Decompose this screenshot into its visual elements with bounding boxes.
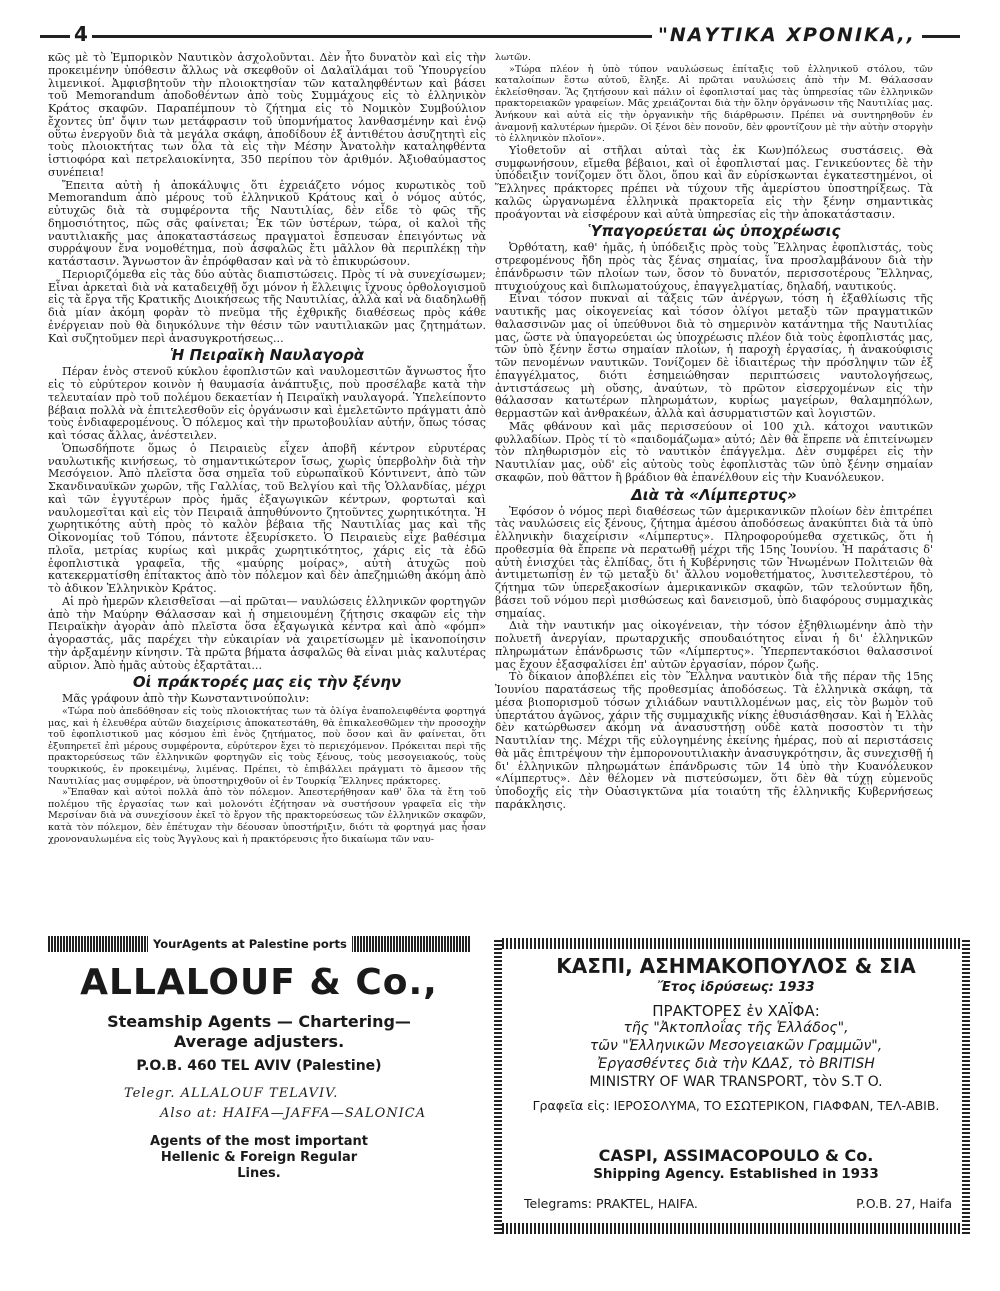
advertisement-caspi <box>494 938 970 1234</box>
section-heading-obligation: Ὑπαγορεύεται ὡς ὑποχρέωσις <box>587 222 841 241</box>
ad-address: P.O.B. 460 TEL AVIV (Palestine) <box>136 1058 382 1074</box>
article-paragraph: Υἱοθετοῦν αἱ στῆλαι αὐταὶ τὰς ἐκ Κων)πόλεως συστάσεις. Θὰ συμφωνήσουν, εἴμεθα βέβαιοι, καὶ οἱ ἐφοπλισταί μας. Γενικεύοντες δὲ τὴν ὑπόδειξιν τονίζομεν ὅτι ὅλοι, ὅπου καὶ ἂν εὑρίσκωνται ἐγκατεστημένοι, οἱ Ἕλληνες πράκτορες πρέπει νὰ τύχουν τῆς ἀμερίστου ὑποστηρίξεως. Τὰ καλῶς ὠργανωμένα ἑλληνικὰ πρακτορεῖα εἰς τὴν ξένην σημαντικὰς προάγονται νὰ εἰσφέρουν καὶ αὐτὰ ὑπηρεσίας εἰς τὴν ἀποκατάστασιν. <box>495 143 933 221</box>
ad-telegr: Telegr. ALLALOUF TELAVIV. <box>124 1086 339 1101</box>
ad-company-latin: CASPI, ASSIMACOPOULO & Co. <box>598 1146 874 1165</box>
ad-border-top <box>502 938 970 949</box>
ad-line: Ἐργασθέντες διὰ τὴν ΚΔΑΣ, τὸ BRITISH <box>597 1056 875 1072</box>
section-heading-liberty: Διὰ τὰ «Λίμπερτυς» <box>631 485 797 504</box>
page-number: 4 <box>74 22 88 46</box>
article-paragraph: Ἐφόσον ὁ νόμος περὶ διαθέσεως τῶν ἀμερικανικῶν πλοίων δὲν ἐπιτρέπει τὰς ναυλώσεις εἰς ξένους, ζήτημα ἀμέσου ἀποδόσεως ἀνακύπτει διὰ τὰ ὑπὸ ἑλληνικὴν διαχείρισιν «Λίμπερτυς». Πληροφορούμεθα σχετικῶς, ὅτι ἡ προθεσμία θὰ ἔπρεπε νὰ περατωθῇ μέχρι τῆς 15ης Ἰουνίου. Ἡ παράτασις δ' αὐτὴ ἐνισχύει τὰς ἐλπίδας, ὅτι ἡ Κυβέρνησις τῶν Ἡνωμένων Πολιτειῶν θὰ ἀντιμετωπίσῃ ἐν τῷ μεταξὺ δι' ἄλλου νομοθετήματος, λυσιτελεστέρου, τὸ ζήτημα τῶν ὑπερεξακοσίων ἀμερικανικῶν σκαφῶν, τῶν τελούντων ἤδη, βάσει τοῦ νόμου περὶ μισθώσεως καὶ δανεισμοῦ, ὑπὸ διαφόρους συμμαχικὰς σημαίας. <box>495 504 933 620</box>
ad-latin-sub: Shipping Agency. Established in 1933 <box>593 1166 879 1182</box>
ad-agents-line: Hellenic & Foreign Regular <box>160 1150 358 1165</box>
article-paragraph: Εἶναι τόσον πυκναὶ αἱ τάξεις τῶν ἀνέργων, τόση ἡ ἐξαθλίωσις τῆς ναυτικῆς μας οἰκογενείας καὶ τόσον ὀλίγοι μεταξὺ τῶν πραγματικῶν θαλασσινῶν μας οἱ ὑπεύθυνοι διὰ τὸ σημερινὸν κατάντημα τῆς Ναυτιλίας μας, ὥστε νὰ ὑπαγορεύεται ὡς ὑποχρέωσις πλέον διὰ τοὺς ἐφοπλιστάς μας, τῶν ὑπὸ ξένην ἔστω σημαίαν πλοίων, ἡ παροχὴ ἐργασίας, ἡ ἀνακούφισις τῶν πενομένων ναυτικῶν. Τονίζομεν δὲ ἰδιαιτέρως τὴν πρόσληψιν τῶν ἐξ ἐπαγγέλματος, διότι ἐσημειώθησαν περιπτώσεις ναυτολογήσεως, ἀντιστάσεως μὴ οὔσης, ἀναύτων, τὸ πρῶτον εἰσερχομένων εἰς τὴν θάλασσαν κατωτέρων πληρωμάτων, κυρίως μαγείρων, θαλαμηπόλων, θερμαστῶν καὶ ἀνθρακέων, ἀλλὰ καὶ ἀσυρματιστῶν καὶ λογιστῶν. <box>495 292 933 420</box>
ad-line: τῶν "Ἑλληνικῶν Μεσογειακῶν Γραμμῶν", <box>589 1038 883 1054</box>
masthead-title: "ΝΑΥΤΙΚΑ ΧΡΟΝΙΚΑ,, <box>652 24 922 46</box>
quoted-paragraph: »Τώρα πλέον ἡ ὑπὸ τύπον ναυλώσεως ἐπίταξις τοῦ ἑλληνικοῦ στόλου, τῶν καταλοίπων ἔστω αὐτοῦ, ἔληξε. Αἱ πρῶται ναυλώσεις ἀπὸ τὴν Μ. Θάλασσαν ἐκλείσθησαν. Ἂς ζητήσουν καὶ πάλιν οἱ ἐφοπλισταί μας τὰς ὑπηρεσίας τῶν ἑλληνικῶν πρακτορειακῶν γραφείων. Μᾶς χρειάζονται διὰ τὴν ὅλην ὀργάνωσιν τῆς Ναυτιλίας μας. Ἀνήκουν καὶ αὐτὰ εἰς τὴν ὀργανικὴν τῆς διάρθρωσιν. Πρέπει νὰ συντηρηθοῦν ἐν ἀναμονῇ καλυτέρων ἡμερῶν. Οἱ ξένοι δὲν πονοῦν, δὲν φροντίζουν μὲ τὴν αὐτὴν στοργὴν τὸ ἑλληνικὸν πλοῖον». <box>495 63 933 145</box>
article-paragraph: Τὸ δίκαιον ἀποβλέπει εἰς τὸν Ἕλληνα ναυτικὸν διὰ τῆς πέραν τῆς 15ης Ἰουνίου παρατάσεως τῆς προθεσμίας ἀποδόσεως. Τὰ ἑλληνικὰ σκάφη, τὰ μέσα βιοπορισμοῦ τόσων χιλιάδων ναυτιλλομένων μας, εἰς τὸν βωμὸν τοῦ ὑπερτάτου ἀγῶνος, χάριν τῆς συμμαχικῆς νίκης ἐθυσιάσθησαν. Καὶ ἡ Ἑλλὰς δὲν κατώρθωσεν ἀκόμη νὰ ἀνασυστήσῃ οὐδὲ κατὰ ποσοστὸν τι τὴν Ναυτιλίαν της. Μέχρι τῆς εὐλογημένης ἐκείνης ἡμέρας, ποὺ αἱ περιστάσεις θὰ μᾶς ἐπιτρέψουν τὴν ἐμπορονουτιλιακὴν ἀνασυγκρότησιν, ἂς συνεχισθῇ ἡ δι' ἑλληνικῶν πληρωμάτων ἐπάνδρωσις τῶν 14 ὑπὸ τὴν Κυανόλευκον «Λίμπερτυς». Δὲν θέλομεν νὰ πιστεύσωμεν, ὅτι δὲν θὰ τύχῃ εὐμενοῦς ὑποδοχῆς εἰς τὴν Οὐασιγκτῶνα μία τοιαύτη τῆς ἑλληνικῆς Κυβερνήσεως παράκλησις. <box>495 670 933 811</box>
ad-line: MINISTRY OF WAR TRANSPORT, τὸν S.T O. <box>589 1074 883 1090</box>
ad-telegrams: Telegrams: PRAKTEL, HAIFA. <box>524 1196 698 1211</box>
page-header <box>40 24 960 48</box>
article-paragraph: Πέραν ἑνὸς στενοῦ κύκλου ἐφοπλιστῶν καὶ ναυλομεσιτῶν ἄγνωστος ἦτο εἰς τὸ εὐρύτερον κοινὸν ἡ θαυμασία ἀνάπτυξις, ποὺ προσέλαβε κατὰ τὴν τελευταίαν πρὸ τοῦ πολέμου δεκαετίαν ἡ Πειραϊκὴ ναυλαγορά. Ὑπελείποντο βέβαια πολλὰ νὰ ἐπιτελεσθοῦν εἰς ὀργάνωσιν καὶ ἐμελετῶντο πράγματι ἀπὸ τοὺς ἐνδιαφερομένους. Ὁ πόλεμος καὶ τὴν πρωτοβουλίαν αὐτήν, ὅπως τόσας καὶ τόσας ἄλλας, ἀνέστειλεν. <box>48 365 486 442</box>
quoted-paragraph: λωτῶν. <box>495 52 531 63</box>
left-column <box>48 52 486 845</box>
ad-services-line: Steamship Agents — Chartering— <box>107 1012 411 1031</box>
article-paragraph: Μᾶς φθάνουν καὶ μᾶς περισσεύουν οἱ 100 χιλ. κάτοχοι ναυτικῶν φυλλαδίων. Πρὸς τί τὸ «παιδομάζωμα» αὐτό; Δὲν θὰ ἔπρεπε νὰ ἐπιτείνωμεν τὸν πληθωρισμὸν εἰς τὸ ναυτικὸν ἐπάγγελμα. Δὲν συμφέρει εἰς τὴν Ναυτιλίαν μας, οὐδ' εἰς αὐτοὺς τοὺς ἐφοπλιστὰς τῶν ὑπὸ ξένην σημαίαν σκαφῶν, ποὺ θᾶττον ἢ βράδιον θὰ ἐπανέλθουν εἰς τὴν Κυανόλευκον. <box>495 419 933 484</box>
article-paragraph: Ἔπειτα αὐτὴ ἡ ἀποκάλυψις ὅτι ἐχρειάζετο νόμος κυρωτικὸς τοῦ Memorandum ἀπὸ μέρους τοῦ ἑλληνικοῦ Κράτους καὶ ὁ νόμος αὐτός, εὐτυχῶς διὰ τὰ συμφέροντα τῆς Ναυτιλίας, δὲν εἶδε τὸ φῶς τῆς δημοσιότητος, πῶς σᾶς φαίνεται; Ἐκ τῶν ὑστέρων, τώρα, οἱ καλοὶ τῆς ναυτιλιακῆς μας ἀποκαταστάσεως πραγματοὶ ἔσπευσαν ἐπειγόντως νὰ συρράψουν ἕνα νομοθέτημα, ποὺ ἀσφαλῶς ἔτι μᾶλλον θὰ περιπλέκῃ τὴν κατάστασιν. Ἄγνωστον ἂν ἐπρόφθασαν καὶ νὰ τὸ ἐπικυρώσουν. <box>48 178 486 268</box>
ad-agents-line: Lines. <box>237 1166 281 1181</box>
ad-band-text: YourAgents at Palestine ports <box>148 936 352 952</box>
article-paragraph: Περιοριζόμεθα εἰς τὰς δύο αὐτὰς διαπιστώσεις. Πρὸς τί νὰ συνεχίσωμεν; Εἶναι ἀρκεταὶ διὰ νὰ καταδειχθῇ ὄχι μόνον ἡ ἔλλειψις ἴχνους ὀρθολογισμοῦ εἰς τὰ ἔργα τῆς Κρατικῆς Διοικήσεως τῆς Ναυτιλίας, ἀλλὰ καὶ νὰ διαδηλωθῇ διὰ μίαν ἀκόμη φορὰν τὸ πνεῦμα τῆς ἐχθρικῆς διαθέσεως πρὸς κάθε ἐνέργειαν ποὺ θὰ διηυκόλυνε τὴν θέσιν τῶν ναυτιλιακῶν μας ζητημάτων. Καὶ συζητοῦμεν περὶ ἀνασυγκροτήσεως... <box>48 267 486 345</box>
ad-company-name: ALLALOUF & Co., <box>80 962 438 1003</box>
ad-border-bottom <box>502 1223 970 1234</box>
ad-border-left <box>494 938 502 1234</box>
ad-border-right <box>962 938 970 1234</box>
article-paragraph: κῶς μὲ τὸ Ἐμπορικὸν Ναυτικὸν ἀσχολοῦνται. Δὲν ἦτο δυνατὸν καὶ εἰς τὴν προκειμένην ὑπόθεσιν ἄλλως νὰ σκεφθοῦν οἱ Δαλαϊλάμαι τοῦ Ὑπουργείου λιμενικοί. Ἀμφισβητοῦν τὴν πλοιοκτησίαν τῶν καταληφθέντων καὶ βάσει τοῦ Memorandum ἀποδοθέντων ἀπὸ τοὺς Συμμάχους εἰς τὸ ἑλληνικὸν Κράτος σκαφῶν. Παραπέμπουν τὸ ζήτημα εἰς τὸ Νομικὸν Συμβούλιον ἔχοντες ὑπ' ὄψιν των μετάφρασιν τοῦ ὑπομνήματος λανθασμένην καὶ ἐνῷ οὕτω ἐνεργοῦν διὰ τὰ μεγάλα σκάφη, ἀποδίδουν ἐξ ἀντιθέτου ἀσυζητητὶ εἰς τοὺς πλοιοκτήτας των ὅλα τὰ εἰς τὴν Μέσην Ἀνατολὴν καταληφθέντα ἱστιοφόρα καὶ πετρελαιοκίνητα, 350 περίπου τὸν ἀριθμόν. Ἀξιοθαύμαστος συνέπεια! <box>48 51 486 179</box>
article-paragraph: Ὀρθότατη, καθ' ἡμᾶς, ἡ ὑπόδειξις πρὸς τοὺς Ἕλληνας ἐφοπλιστάς, τοὺς στρεφομένους ἤδη πρὸς τὰς ξένας σημαίας, ἵνα προσλαμβάνουν διὰ τὴν ἐπάνδρωσιν τῶν πλοίων των, ὅσον τὸ δυνατόν, περισσοτέρους Ἕλληνας, πτυχιούχους καὶ διπλωματούχους, ἐπαγγελματίας, δηλαδή, ναυτικούς. <box>495 241 933 293</box>
ad-company-greek: ΚΑΣΠΙ, ΑΣΗΜΑΚΟΠΟΥΛΟΣ & ΣΙΑ <box>556 954 916 978</box>
ad-also-at: Also at: HAIFA—JAFFA—SALONICA <box>160 1106 427 1121</box>
advertisement-allalouf <box>48 936 470 1232</box>
section-heading-naulagora: Ἡ Πειραϊκὴ Ναυλαγορὰ <box>169 346 365 365</box>
ad-agents-line: Agents of the most important <box>150 1134 368 1149</box>
ad-line: ΠΡΑΚΤΟΡΕΣ ἐν ΧΑΪΦΑ: <box>652 1002 820 1020</box>
right-column <box>495 52 933 812</box>
ad-services-line: Average adjusters. <box>173 1032 345 1051</box>
quoted-paragraph: »Ἔπαθαν καὶ αὐτοὶ πολλὰ ἀπὸ τὸν πόλεμον. Ἀπεστερήθησαν καθ' ὅλα τὰ ἔτη τοῦ πολέμου τῆς ἐργασίας των καὶ μολονότι ἐζήτησαν νὰ συστήσουν γραφεῖα εἰς τὴν Μερσίναν διὰ νὰ συνεχίσουν ἐκεῖ τὸ ἔργον τῆς πρακτορεύσεως τῶν ἑλληνικῶν σκαφῶν, κατὰ τὸν πόλεμον, δὲν ἐπέτυχαν τὴν δέουσαν ὑποστήριξιν, διότι τὰ φορτηγά μας ἦσαν χρονοναυλωμένα εἰς τοὺς Ἄγγλους καὶ ἡ πρακτόρευσις ἦτο δικαίωμα τῶν ναυ- <box>48 787 486 845</box>
ad-offices: Γραφεῖα εἰς: ΙΕΡΟΣΟΛΥΜΑ, ΤΟ ΕΣΩΤΕΡΙΚΟΝ, ΓΙΑΦΦΑΝ, ΤΕΛ-ΑΒΙΒ. <box>532 1098 940 1113</box>
quoted-paragraph: «Τώρα ποὺ ἀπεδόθησαν εἰς τοὺς πλοιοκτήτας των τὰ ὀλίγα ἐναπολειφθέντα φορτηγά μας, καὶ ἡ ἐλευθέρα αὐτῶν διαχείρισις ἀποκατεστάθη, θὰ ἐπικαλεσθῶμεν τὴν προσοχὴν τοῦ ἐφοπλιστικοῦ μας κόσμου ἐπὶ ἑνὸς ζητήματος, ποὺ ὅσον καὶ ἂν φαίνεται, ὅτι ἐξυπηρετεῖ ἐπὶ μέρους συμφέροντα, εὐρύτερον ἔχει τὸ περιεχόμενον. Πρόκειται περὶ τῆς πρακτορεύσεως τῶν ἑλληνικῶν φορτηγῶν εἰς τοὺς ξένους, τοὺς μεσογειακούς, τοὺς τουρκικούς, ἐν προκειμένῳ, λιμένας. Πρέπει, τὸ ἐπιβάλλει πράγματι τὸ ἄμεσον τῆς Ναυτιλίας μας συμφέρον, νὰ ὑποστηριχθοῦν οἱ ἐν Τουρκίᾳ Ἕλληνες πράκτορες. <box>48 706 486 787</box>
header-rule-left <box>40 35 70 38</box>
ad-pob: P.O.B. 27, Haifa <box>856 1196 952 1211</box>
article-paragraph: Αἱ πρὸ ἡμερῶν κλεισθεῖσαι —αἱ πρῶται— ναυλώσεις ἑλληνικῶν φορτηγῶν ἀπὸ τὴν Μαύρην Θάλασσαν καὶ ἡ σημειουμένη ζήτησις σκαφῶν εἰς τὴν Πειραϊκὴν ἀγορὰν ἀπὸ πλεῖστα ὅσα ἐξαγωγικὰ κέντρα καὶ ἀπὸ «φόμπ» ἀγοραστάς, μᾶς παρέχει τὴν εὐκαιρίαν νὰ χαιρετίσωμεν μὲ ἱκανοποίησιν τὴν ἀρξαμένην κίνησιν. Τὰ πρῶτα βήματα ἀσφαλῶς θὰ εἶναι μιὰς καλυτέρας αὔριον. Ἀπὸ ἡμᾶς αὐτοὺς ἐξαρτᾶται... <box>48 594 486 672</box>
article-paragraph: Διὰ τὴν ναυτικήν μας οἰκογένειαν, τὴν τόσον ἐξηθλιωμένην ἀπὸ τὴν πολυετῆ ἀνεργίαν, πρωταρχικῆς σπουδαιότητος εἶναι ἡ δι' ἑλληνικῶν πληρωμάτων ἐπάνδρωσις τῶν «Λίμπερτυς». Ὑπερπεντακόσιοι θαλασσινοί μας ἔχουν ἐξασφαλίσει ἐπ' αὐτῶν ἐργασίαν, πόρον ζωῆς. <box>495 619 933 671</box>
ad-founded: Ἔτος ἱδρύσεως: 1933 <box>657 980 815 995</box>
article-paragraph: Ὁπωσδήποτε ὅμως ὁ Πειραιεὺς εἶχεν ἀποβῆ κέντρον εὐρυτέρας ναυλωτικῆς κινήσεως, τὸ σημαντικώτερον ἴσως, χωρὶς ὑπερβολὴν διὰ τὴν Μεσόγειον. Ἀπὸ πλεῖστα ὅσα σημεῖα τοῦ εὐρωπαϊκοῦ Κόντινεντ, ἀπὸ τῶν Σκανδιναυϊκῶν χωρῶν, τῆς Γαλλίας, τοῦ Βελγίου καὶ τῆς Ὁλλανδίας, μέχρι καὶ τῶν ἐγγυτέρων πρὸς ἡμᾶς ἐξαγωγικῶν κέντρων, φορτωταὶ καὶ ναυλομεσῖται καὶ εἰς τὸν Πειραιᾶ ἀπηυθύνοντο ζητοῦντες χωρητικότητα. Ἡ χωρητικότης αὐτὴ πρὸς τὸ καλὸν βέβαια τῆς Ναυτιλίας μας καὶ τῆς Οἰκονομίας τοῦ Τόπου, πάντοτε ἐξευρίσκετο. Ὁ Πειραιεὺς εἶχε βαθέσιμα πλοῖα, μετρίας κυρίως καὶ μικρᾶς χωρητικότητος, χάρις εἰς τὰ ἐδῶ ἐφοπλιστικὰ γραφεῖα, τῆς «μαύρης μοίρας», αὐτὴ ἀτυχῶς ποὺ κατεκερματίσθη ἐπίτακτος ἀπὸ τὸν πόλεμον καὶ δὲν ἀπεζημιώθη ἀκόμη ἀπὸ τὸ ἀδικον Ἑλληνικὸν Κράτος. <box>48 441 486 595</box>
article-paragraph: Μᾶς γράφουν ἀπὸ τὴν Κωνσταντινούπολιν: <box>62 692 310 706</box>
ad-line: τῆς "Ἀκτοπλοΐας τῆς Ἑλλάδος", <box>623 1020 849 1036</box>
section-heading-agents-abroad: Οἱ πράκτορές μας εἰς τὴν ξένην <box>132 673 402 692</box>
